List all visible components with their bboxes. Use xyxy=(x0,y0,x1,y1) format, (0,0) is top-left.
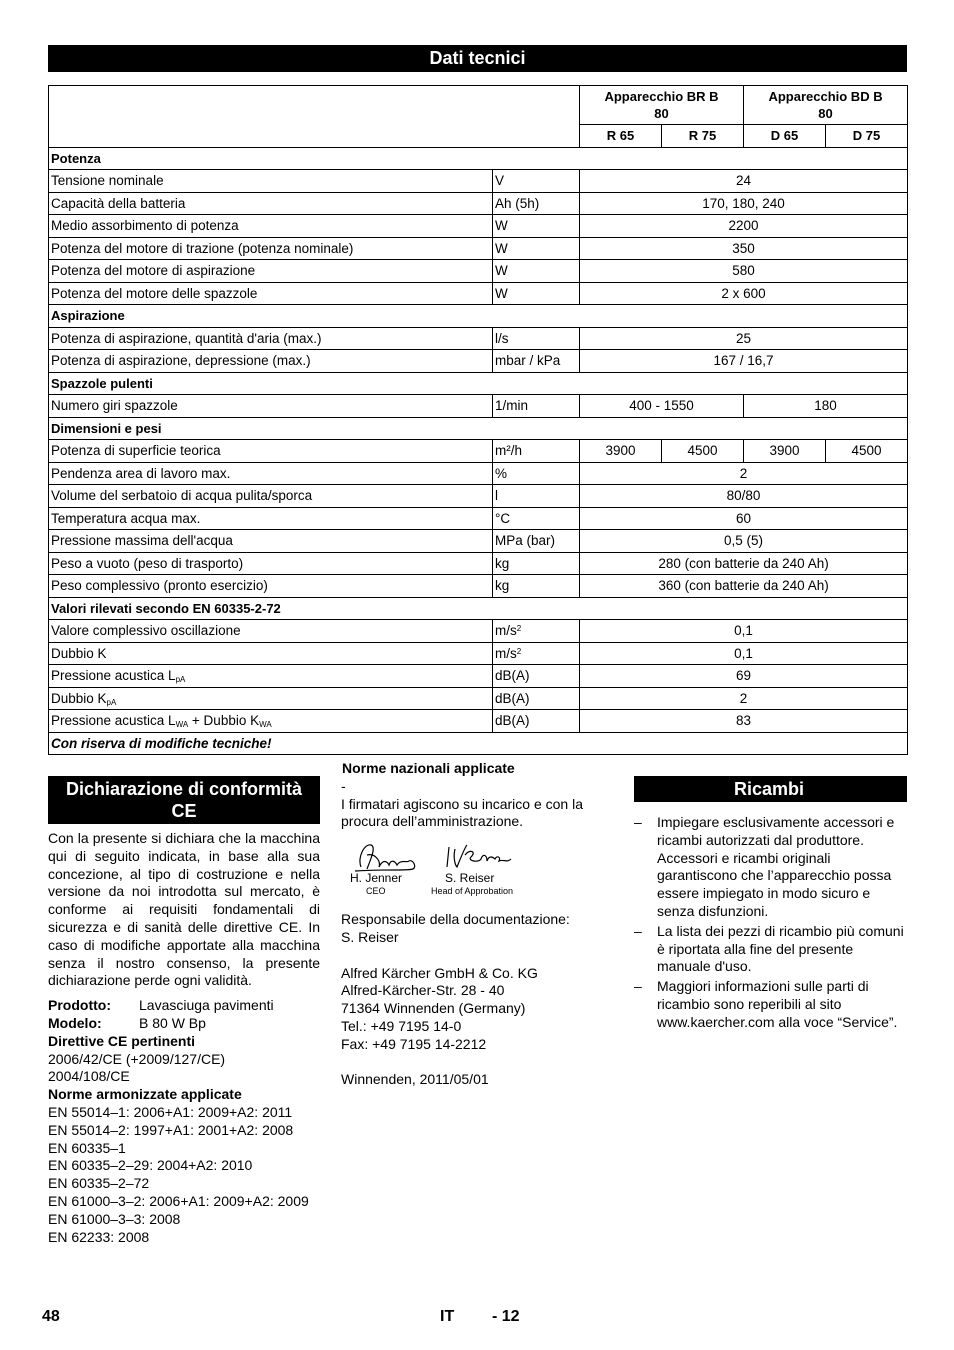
table-row xyxy=(49,350,908,373)
header-group-br: Apparecchio BR B 80 xyxy=(580,86,744,125)
signature-graphics xyxy=(347,839,517,875)
model-line: Modelo: B 80 W Bp xyxy=(48,1014,206,1031)
row-value: 69 xyxy=(580,665,908,688)
row-unit: $m/s^2$ xyxy=(493,642,580,665)
technical-data-table xyxy=(48,85,908,755)
doc-responsible-label: Responsabile della documentazione: xyxy=(341,911,570,928)
row-value: 3900 xyxy=(744,440,826,463)
signer1-name: H. Jenner xyxy=(350,871,403,886)
table-row xyxy=(49,620,908,643)
standard-item: EN 60335–2–72 xyxy=(48,1175,150,1192)
row-unit: kg xyxy=(493,575,580,598)
row-unit: W xyxy=(493,282,580,305)
header-group-bd: Apparecchio BD B 80 xyxy=(744,86,908,125)
signer1-role: CEO xyxy=(366,886,386,897)
table-row xyxy=(49,215,908,238)
row-label: Volume del serbatoio di acqua pulita/sporca xyxy=(49,485,493,508)
row-value: 170, 180, 240 xyxy=(580,192,908,215)
header-model: D 65 xyxy=(744,125,826,148)
address-line: 71364 Winnenden (Germany) xyxy=(341,1000,526,1017)
row-value: 80/80 xyxy=(580,485,908,508)
table-row xyxy=(49,710,908,733)
row-label: Dubbio $K_{pA}$ xyxy=(49,687,493,710)
row-unit: dB(A) xyxy=(493,687,580,710)
table-row xyxy=(49,237,908,260)
table-row xyxy=(49,575,908,598)
doc-responsible-name: S. Reiser xyxy=(341,928,399,945)
table-row xyxy=(49,530,908,553)
row-unit: m²/h xyxy=(493,440,580,463)
product-line: Prodotto: Lavasciuga pavimenti xyxy=(48,997,274,1014)
section-heading: Valori rilevati secondo EN 60335-2-72 xyxy=(49,597,908,620)
standard-item: EN 62233: 2008 xyxy=(48,1228,150,1245)
row-unit: MPa (bar) xyxy=(493,530,580,553)
row-value: 0,5 (5) xyxy=(580,530,908,553)
list-item: – Maggiori informazioni sulle parti di ricambio sono reperibili al sito www.kaercher.com alla voce “Service”. xyxy=(634,978,907,1031)
spare-parts-list xyxy=(634,814,907,1032)
conformity-title: Dichiarazione di conformità CE xyxy=(48,776,320,824)
row-unit: dB(A) xyxy=(493,710,580,733)
row-unit: Ah (5h) xyxy=(493,192,580,215)
table-row xyxy=(49,507,908,530)
address-line: Fax: +49 7195 14-2212 xyxy=(341,1035,487,1052)
table-header-row xyxy=(49,86,908,125)
address-line: Alfred Kärcher GmbH & Co. KG xyxy=(341,964,538,981)
row-value: 167 / 16,7 xyxy=(580,350,908,373)
row-label: Valore complessivo oscillazione xyxy=(49,620,493,643)
row-unit: $m/s^2$ xyxy=(493,620,580,643)
row-label: Temperatura acqua max. xyxy=(49,507,493,530)
table-row xyxy=(49,642,908,665)
national-column xyxy=(341,760,617,1089)
row-unit: 1/min xyxy=(493,395,580,418)
row-value: 25 xyxy=(580,327,908,350)
standard-item: EN 55014–2: 1997+A1: 2001+A2: 2008 xyxy=(48,1121,294,1138)
row-label: Dubbio K xyxy=(49,642,493,665)
row-label: Peso complessivo (pronto esercizio) xyxy=(49,575,493,598)
row-value: 2 xyxy=(580,687,908,710)
row-value: 2 x 600 xyxy=(580,282,908,305)
row-value: 83 xyxy=(580,710,908,733)
signer2-name: S. Reiser xyxy=(445,871,495,886)
row-value: 0,1 xyxy=(580,642,908,665)
table-row xyxy=(49,170,908,193)
row-unit: dB(A) xyxy=(493,665,580,688)
header-model: R 75 xyxy=(662,125,744,148)
table-row xyxy=(49,327,908,350)
row-value: 2 xyxy=(580,462,908,485)
signatories-text: I firmatari agiscono su incarico e con la procura dell’amministrazione. xyxy=(341,795,583,830)
address-line: Alfred-Kärcher-Str. 28 - 40 xyxy=(341,982,505,999)
row-label: Peso a vuoto (peso di trasporto) xyxy=(49,552,493,575)
table-row xyxy=(49,260,908,283)
table-row xyxy=(49,687,908,710)
section-heading: Spazzole pulenti xyxy=(49,372,908,395)
row-value-br: 400 - 1550 xyxy=(580,395,744,418)
conformity-intro: Con la presente si dichiara che la macchina qui di seguito indicata, in base alla sua concezione, al tipo di costruzione e nella versione da noi introdotta sul mercato, è conforme ai requisiti fondamentali di sicurezza e di sanità delle direttive CE. In caso di modifiche apportate alla macchina senza il nostro consenso, la presente dichiarazione perde ogni validità. xyxy=(48,830,320,989)
standards-title: Norme armonizzate applicate xyxy=(48,1086,242,1103)
section-heading: Aspirazione xyxy=(49,305,908,328)
row-value: 4500 xyxy=(662,440,744,463)
national-dash: - xyxy=(341,777,346,794)
directive-item: 2006/42/CE (+2009/127/CE) xyxy=(48,1050,226,1067)
row-value: 0,1 xyxy=(580,620,908,643)
row-unit: % xyxy=(493,462,580,485)
row-label: Potenza di aspirazione, quantità d'aria (max.) xyxy=(49,327,493,350)
row-label: Medio assorbimento di potenza xyxy=(49,215,493,238)
row-label: Pendenza area di lavoro max. xyxy=(49,462,493,485)
row-label: Potenza di aspirazione, depressione (max.) xyxy=(49,350,493,373)
row-value: 60 xyxy=(580,507,908,530)
row-unit: W xyxy=(493,237,580,260)
standard-item: EN 61000–3–2: 2006+A1: 2009+A2: 2009 xyxy=(48,1192,309,1209)
table-row xyxy=(49,462,908,485)
national-title: Norme nazionali applicate xyxy=(342,760,515,776)
table-note: Con riserva di modifiche tecniche! xyxy=(49,732,908,755)
row-label: Numero giri spazzole xyxy=(49,395,493,418)
spare-parts-title: Ricambi xyxy=(634,776,907,802)
row-unit: mbar / kPa xyxy=(493,350,580,373)
row-unit: °C xyxy=(493,507,580,530)
row-unit: l/s xyxy=(493,327,580,350)
table-row xyxy=(49,485,908,508)
directive-item: 2004/108/CE xyxy=(48,1068,130,1085)
signer2-role: Head of Approbation xyxy=(431,886,514,897)
row-label: Tensione nominale xyxy=(49,170,493,193)
directives-title: Direttive CE pertinenti xyxy=(48,1032,196,1049)
row-label: Potenza di superficie teorica xyxy=(49,440,493,463)
table-row xyxy=(49,440,908,463)
row-value-bd: 180 xyxy=(744,395,908,418)
address-line: Tel.: +49 7195 14-0 xyxy=(341,1017,462,1034)
row-value: 580 xyxy=(580,260,908,283)
header-blank-cell xyxy=(49,86,580,148)
spare-parts-column xyxy=(634,776,907,1034)
header-model: R 65 xyxy=(580,125,662,148)
standard-item: EN 60335–1 xyxy=(48,1139,126,1156)
page-number: 48 xyxy=(42,1308,60,1325)
table-row xyxy=(49,395,908,418)
signature-block xyxy=(341,839,617,903)
row-value: 360 (con batterie da 240 Ah) xyxy=(580,575,908,598)
table-row xyxy=(49,282,908,305)
section-heading: Potenza xyxy=(49,147,908,170)
section-heading: Dimensioni e pesi xyxy=(49,417,908,440)
row-value: 4500 xyxy=(826,440,908,463)
row-unit: W xyxy=(493,260,580,283)
standard-item: EN 55014–1: 2006+A1: 2009+A2: 2011 xyxy=(48,1103,293,1120)
table-row xyxy=(49,552,908,575)
header-model: D 75 xyxy=(826,125,908,148)
row-label: Pressione acustica $L_{WA}$ + Dubbio $K_{WA}$ xyxy=(49,710,493,733)
row-value: 3900 xyxy=(580,440,662,463)
row-value: 280 (con batterie da 240 Ah) xyxy=(580,552,908,575)
place-date: Winnenden, 2011/05/01 xyxy=(341,1071,489,1088)
list-item: – Impiegare esclusivamente accessori e ricambi autorizzati dal produttore. Accessori e ricambi originali garantiscono che l’apparecchio possa essere impiegato in modo sicuro e senza disfunzioni. xyxy=(634,814,907,921)
page-title: Dati tecnici xyxy=(48,45,907,72)
row-label: Pressione massima dell'acqua xyxy=(49,530,493,553)
row-label: Pressione acustica $L_{pA}$ xyxy=(49,665,493,688)
row-value: 24 xyxy=(580,170,908,193)
standard-item: EN 60335–2–29: 2004+A2: 2010 xyxy=(48,1157,253,1174)
row-unit: W xyxy=(493,215,580,238)
row-value: 2200 xyxy=(580,215,908,238)
footer-subpage: - 12 xyxy=(492,1308,520,1325)
conformity-column xyxy=(48,776,320,1246)
table-row xyxy=(49,192,908,215)
row-unit: V xyxy=(493,170,580,193)
footer-language: IT xyxy=(440,1308,455,1325)
row-label: Potenza del motore di aspirazione xyxy=(49,260,493,283)
row-label: Potenza del motore delle spazzole xyxy=(49,282,493,305)
row-label: Capacità della batteria xyxy=(49,192,493,215)
table-row xyxy=(49,665,908,688)
standard-item: EN 61000–3–3: 2008 xyxy=(48,1210,181,1227)
row-unit: l xyxy=(493,485,580,508)
row-unit: kg xyxy=(493,552,580,575)
row-label: Potenza del motore di trazione (potenza nominale) xyxy=(49,237,493,260)
row-value: 350 xyxy=(580,237,908,260)
list-item: – La lista dei pezzi di ricambio più comuni è riportata alla fine del presente manuale d'uso. xyxy=(634,923,907,976)
